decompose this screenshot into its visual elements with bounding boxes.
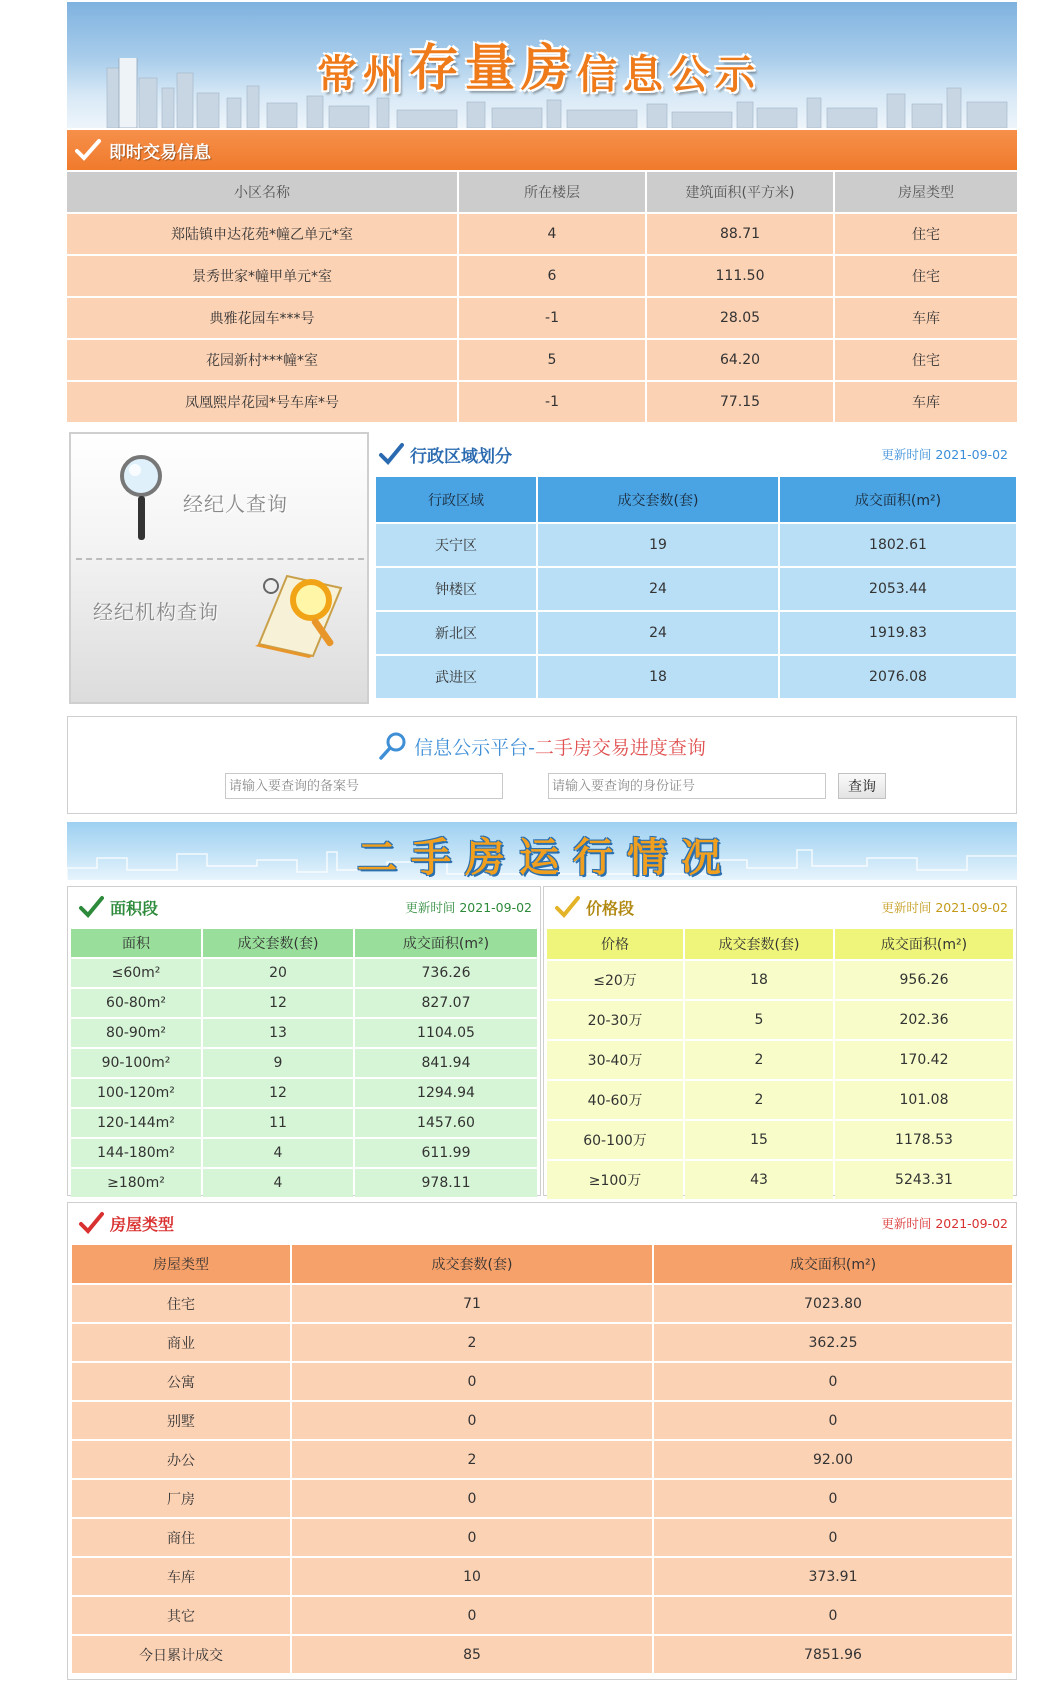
cell: 101.08 bbox=[835, 1081, 1013, 1119]
realtime-section-title: 即时交易信息 bbox=[109, 142, 211, 163]
cell: 公寓 bbox=[72, 1363, 290, 1400]
cell: 144-180m² bbox=[71, 1139, 201, 1167]
agency-query-label: 经纪机构查询 bbox=[93, 600, 219, 624]
cell: 611.99 bbox=[355, 1139, 537, 1167]
table-row bbox=[67, 382, 1017, 422]
notepad-search-icon bbox=[249, 564, 351, 658]
divider bbox=[76, 558, 364, 560]
cell: 车库 bbox=[72, 1558, 290, 1595]
cell: 景秀世家*幢甲单元*室 bbox=[67, 256, 457, 296]
check-icon bbox=[75, 138, 101, 162]
table-row bbox=[547, 961, 1013, 999]
cell: 90-100m² bbox=[71, 1049, 201, 1077]
cell: ≤60m² bbox=[71, 959, 201, 987]
agency-query-link[interactable] bbox=[71, 562, 367, 702]
table-header-row bbox=[547, 929, 1013, 959]
header-banner bbox=[67, 2, 1017, 128]
house-type-panel bbox=[67, 1202, 1017, 1680]
house-type-updated: 更新时间 2021-09-02 bbox=[881, 1216, 1008, 1231]
table-row bbox=[71, 1049, 537, 1077]
price-title: 价格段 bbox=[586, 898, 635, 918]
cell: 77.15 bbox=[647, 382, 833, 422]
cell: 6 bbox=[459, 256, 645, 296]
check-icon bbox=[554, 895, 580, 919]
cell: 4 bbox=[459, 214, 645, 254]
cell: 362.25 bbox=[654, 1324, 1012, 1361]
table-row bbox=[72, 1441, 1012, 1478]
table-row bbox=[547, 1041, 1013, 1079]
house-type-title: 房屋类型 bbox=[110, 1214, 175, 1234]
cell: 1457.60 bbox=[355, 1109, 537, 1137]
cell: 0 bbox=[292, 1402, 652, 1439]
cell: 2 bbox=[685, 1081, 833, 1119]
banner-title-main: 存量房 bbox=[409, 38, 577, 97]
cell: 10 bbox=[292, 1558, 652, 1595]
cell: 典雅花园车***号 bbox=[67, 298, 457, 338]
table-row bbox=[71, 1109, 537, 1137]
price-updated: 更新时间 2021-09-02 bbox=[881, 900, 1008, 915]
cell: 2076.08 bbox=[780, 656, 1016, 698]
col-header: 成交套数(套) bbox=[292, 1245, 652, 1283]
district-updated: 更新时间 2021-09-02 bbox=[881, 447, 1008, 462]
col-header: 行政区域 bbox=[376, 477, 536, 522]
realtime-section-bar bbox=[67, 130, 1017, 170]
table-row bbox=[547, 1081, 1013, 1119]
area-table bbox=[69, 927, 539, 1199]
cell: 0 bbox=[654, 1480, 1012, 1517]
cell: 商住 bbox=[72, 1519, 290, 1556]
col-header: 建筑面积(平方米) bbox=[647, 172, 833, 212]
house-type-table bbox=[70, 1243, 1014, 1675]
progress-query-panel bbox=[67, 716, 1017, 814]
cell: 170.42 bbox=[835, 1041, 1013, 1079]
district-header bbox=[378, 436, 1014, 472]
agent-query-label: 经纪人查询 bbox=[183, 492, 288, 516]
cell: 4 bbox=[203, 1139, 353, 1167]
cell: 0 bbox=[292, 1480, 652, 1517]
area-header bbox=[68, 887, 540, 927]
check-icon bbox=[378, 442, 404, 466]
table-header-row bbox=[71, 929, 537, 957]
table-header-row bbox=[376, 477, 1016, 522]
col-header: 面积 bbox=[71, 929, 201, 957]
cell: 20-30万 bbox=[547, 1001, 683, 1039]
table-row bbox=[72, 1558, 1012, 1595]
cell: 85 bbox=[292, 1636, 652, 1673]
cell: 住宅 bbox=[835, 256, 1017, 296]
market-banner-title: 二手房运行情况 bbox=[357, 834, 735, 880]
price-table bbox=[545, 927, 1015, 1201]
table-row bbox=[72, 1363, 1012, 1400]
cell: 新北区 bbox=[376, 612, 536, 654]
cell: 0 bbox=[292, 1363, 652, 1400]
banner-title bbox=[317, 40, 761, 100]
cell: 30-40万 bbox=[547, 1041, 683, 1079]
cell: ≥100万 bbox=[547, 1161, 683, 1199]
table-row bbox=[72, 1402, 1012, 1439]
cell: 100-120m² bbox=[71, 1079, 201, 1107]
col-header: 成交套数(套) bbox=[685, 929, 833, 959]
col-header: 成交套数(套) bbox=[538, 477, 778, 522]
price-header bbox=[544, 887, 1016, 927]
cell: 80-90m² bbox=[71, 1019, 201, 1047]
cell: 车库 bbox=[835, 298, 1017, 338]
cell: 1802.61 bbox=[780, 524, 1016, 566]
cell: 7023.80 bbox=[654, 1285, 1012, 1322]
table-row bbox=[71, 989, 537, 1017]
col-header: 成交面积(m²) bbox=[835, 929, 1013, 959]
cell: 736.26 bbox=[355, 959, 537, 987]
cell: 住宅 bbox=[835, 340, 1017, 380]
col-header: 成交面积(m²) bbox=[654, 1245, 1012, 1283]
table-row bbox=[72, 1597, 1012, 1634]
col-header: 价格 bbox=[547, 929, 683, 959]
query-title bbox=[68, 731, 1016, 761]
cell: 5 bbox=[685, 1001, 833, 1039]
cell: 天宁区 bbox=[376, 524, 536, 566]
col-header: 所在楼层 bbox=[459, 172, 645, 212]
cell: 978.11 bbox=[355, 1169, 537, 1197]
cell: 商业 bbox=[72, 1324, 290, 1361]
cell: 5243.31 bbox=[835, 1161, 1013, 1199]
cell: 43 bbox=[685, 1161, 833, 1199]
cell: 1178.53 bbox=[835, 1121, 1013, 1159]
area-title: 面积段 bbox=[110, 898, 159, 918]
cell: 60-100万 bbox=[547, 1121, 683, 1159]
table-row bbox=[547, 1121, 1013, 1159]
cell: 住宅 bbox=[72, 1285, 290, 1322]
cell: 24 bbox=[538, 568, 778, 610]
cell: 15 bbox=[685, 1121, 833, 1159]
table-row bbox=[72, 1285, 1012, 1322]
table-row bbox=[72, 1324, 1012, 1361]
cell: 202.36 bbox=[835, 1001, 1013, 1039]
cell: 0 bbox=[654, 1519, 1012, 1556]
cell: 71 bbox=[292, 1285, 652, 1322]
record-number-input[interactable] bbox=[225, 773, 503, 799]
col-header: 小区名称 bbox=[67, 172, 457, 212]
cell: 956.26 bbox=[835, 961, 1013, 999]
table-row bbox=[376, 656, 1016, 698]
col-header: 房屋类型 bbox=[72, 1245, 290, 1283]
table-row bbox=[67, 340, 1017, 380]
table-row bbox=[72, 1480, 1012, 1517]
check-icon bbox=[78, 1211, 104, 1235]
cell: 0 bbox=[292, 1597, 652, 1634]
cell: 28.05 bbox=[647, 298, 833, 338]
cell: 凤凰熙岸花园*号车库*号 bbox=[67, 382, 457, 422]
cell: 办公 bbox=[72, 1441, 290, 1478]
market-banner bbox=[67, 822, 1017, 880]
cell: 0 bbox=[292, 1519, 652, 1556]
col-header: 成交面积(m²) bbox=[780, 477, 1016, 522]
table-row bbox=[547, 1161, 1013, 1199]
cell: 2 bbox=[685, 1041, 833, 1079]
cell: 18 bbox=[538, 656, 778, 698]
cell: 12 bbox=[203, 1079, 353, 1107]
cell: 12 bbox=[203, 989, 353, 1017]
cell: 车库 bbox=[835, 382, 1017, 422]
banner-title-city: 常州 bbox=[317, 51, 409, 98]
table-row bbox=[67, 214, 1017, 254]
cell: -1 bbox=[459, 298, 645, 338]
query-title-blue: 信息公示平台- bbox=[414, 736, 535, 759]
table-header-row bbox=[72, 1245, 1012, 1283]
cell: 厂房 bbox=[72, 1480, 290, 1517]
table-row bbox=[71, 1139, 537, 1167]
search-icon bbox=[378, 731, 408, 761]
col-header: 成交面积(m²) bbox=[355, 929, 537, 957]
table-row bbox=[376, 612, 1016, 654]
broker-query-panel bbox=[69, 432, 369, 704]
cell: 2053.44 bbox=[780, 568, 1016, 610]
cell: 64.20 bbox=[647, 340, 833, 380]
cell: 5 bbox=[459, 340, 645, 380]
cell: 7851.96 bbox=[654, 1636, 1012, 1673]
area-updated: 更新时间 2021-09-02 bbox=[405, 900, 532, 915]
cell: 13 bbox=[203, 1019, 353, 1047]
house-type-header bbox=[68, 1203, 1016, 1243]
table-row bbox=[67, 298, 1017, 338]
cell: 827.07 bbox=[355, 989, 537, 1017]
cell: 2 bbox=[292, 1441, 652, 1478]
cell: 武进区 bbox=[376, 656, 536, 698]
table-row bbox=[71, 1019, 537, 1047]
realtime-table bbox=[65, 170, 1019, 424]
check-icon bbox=[78, 895, 104, 919]
query-title-red: 二手房交易进度查询 bbox=[534, 736, 706, 759]
area-segment-panel bbox=[67, 886, 541, 1196]
cell: 19 bbox=[538, 524, 778, 566]
cell: 9 bbox=[203, 1049, 353, 1077]
table-row bbox=[71, 1079, 537, 1107]
cell: ≤20万 bbox=[547, 961, 683, 999]
cell: 0 bbox=[654, 1363, 1012, 1400]
cell: 1104.05 bbox=[355, 1019, 537, 1047]
cell: 20 bbox=[203, 959, 353, 987]
table-row bbox=[71, 1169, 537, 1197]
cell: 别墅 bbox=[72, 1402, 290, 1439]
cell: -1 bbox=[459, 382, 645, 422]
table-header-row bbox=[67, 172, 1017, 212]
cell: 841.94 bbox=[355, 1049, 537, 1077]
query-button[interactable]: 查询 bbox=[838, 773, 886, 799]
table-row bbox=[376, 568, 1016, 610]
cell: 111.50 bbox=[647, 256, 833, 296]
table-row bbox=[376, 524, 1016, 566]
table-row bbox=[72, 1519, 1012, 1556]
district-table bbox=[374, 475, 1018, 700]
cell: 92.00 bbox=[654, 1441, 1012, 1478]
cell: 373.91 bbox=[654, 1558, 1012, 1595]
col-header: 成交套数(套) bbox=[203, 929, 353, 957]
cell: 40-60万 bbox=[547, 1081, 683, 1119]
cell: 4 bbox=[203, 1169, 353, 1197]
table-row-total bbox=[72, 1636, 1012, 1673]
cell: 郑陆镇申达花苑*幢乙单元*室 bbox=[67, 214, 457, 254]
magnifier-icon bbox=[117, 452, 167, 544]
cell: 1919.83 bbox=[780, 612, 1016, 654]
cell: 今日累计成交 bbox=[72, 1636, 290, 1673]
cell: 88.71 bbox=[647, 214, 833, 254]
table-row bbox=[71, 959, 537, 987]
district-title: 行政区域划分 bbox=[410, 446, 512, 467]
cell: ≥180m² bbox=[71, 1169, 201, 1197]
cell: 11 bbox=[203, 1109, 353, 1137]
agent-query-link[interactable] bbox=[71, 434, 367, 559]
table-row bbox=[547, 1001, 1013, 1039]
cell: 120-144m² bbox=[71, 1109, 201, 1137]
cell: 住宅 bbox=[835, 214, 1017, 254]
price-segment-panel bbox=[543, 886, 1017, 1196]
col-header: 房屋类型 bbox=[835, 172, 1017, 212]
cell: 1294.94 bbox=[355, 1079, 537, 1107]
cell: 24 bbox=[538, 612, 778, 654]
cell: 其它 bbox=[72, 1597, 290, 1634]
id-number-input[interactable] bbox=[548, 773, 826, 799]
cell: 0 bbox=[654, 1402, 1012, 1439]
cell: 0 bbox=[654, 1597, 1012, 1634]
cell: 钟楼区 bbox=[376, 568, 536, 610]
cell: 60-80m² bbox=[71, 989, 201, 1017]
banner-title-tail: 信息公示 bbox=[577, 51, 761, 98]
table-row bbox=[67, 256, 1017, 296]
cell: 2 bbox=[292, 1324, 652, 1361]
cell: 18 bbox=[685, 961, 833, 999]
cell: 花园新村***幢*室 bbox=[67, 340, 457, 380]
